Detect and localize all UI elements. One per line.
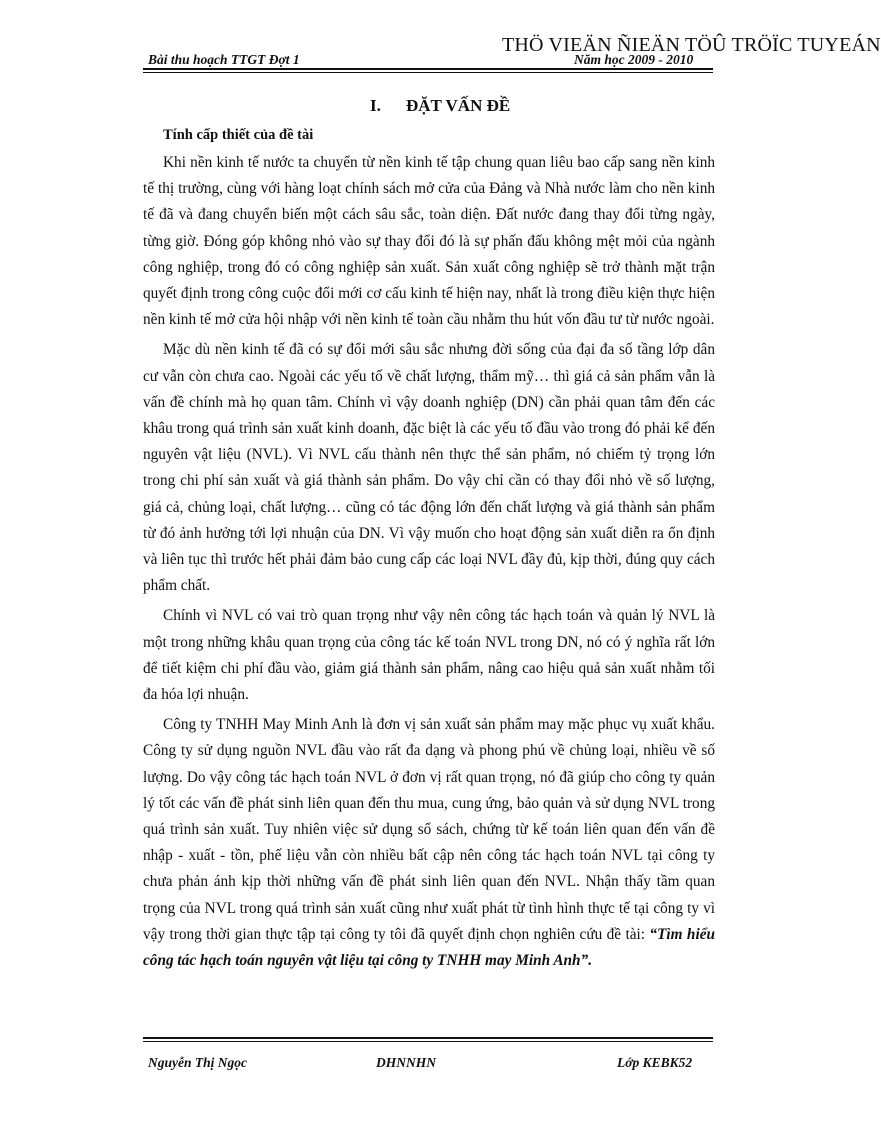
footer-rule-thin <box>143 1041 713 1042</box>
section-title <box>370 96 510 116</box>
paragraph: Mặc dù nền kinh tế đã có sự đổi mới sâu sắc nhưng đời sống của đại đa số tầng lớp dân cư vẫn còn chưa cao. Ngoài các yếu tố về chất lượng, thẩm mỹ… thì giá cả sản phẩm vẫn là vấn đề chính mà họ quan tâm. Chính vì vậy doanh nghiệp (DN) cần phải quan tâm đến các khâu trong quá trình sản xuất kinh doanh, đặc biệt là các yếu tố đầu vào trong đó phải kể đến nguyên vật liệu (NVL). Vì NVL cấu thành nên thực thể sản phẩm, nó chiếm tỷ trọng lớn trong chi phí sản xuất và giá thành sản phẩm. Do vậy chỉ cần có thay đổi nhỏ về số lượng, giá cả, chủng loại, chất lượng… cũng có tác động lớn đến chất lượng và giá thành sản phẩm từ đó ảnh hưởng tới lợi nhuận của DN. Vì vậy muốn cho hoạt động sản xuất diễn ra ổn định và liên tục thì trước hết phải đảm bảo cung cấp các loại NVL đầy đủ, kịp thời, đúng quy cách phẩm chất. <box>143 341 715 595</box>
footer-author: Nguyễn Thị Ngọc <box>148 1055 247 1070</box>
subheading: Tính cấp thiết của đề tài <box>163 127 314 143</box>
body-text <box>143 150 715 974</box>
paragraph-last <box>143 712 715 974</box>
header-rule-thin <box>143 72 713 73</box>
footer-school: DHNNHN <box>376 1055 436 1070</box>
header-school-year: Năm học 2009 - 2010 <box>574 52 694 67</box>
paragraph: Khi nền kinh tế nước ta chuyển từ nền kinh tế tập chung quan liêu bao cấp sang nền kinh tế thị trường, cùng với hàng loạt chính sách mở cửa của Đảng và Nhà nước làm cho nền kinh tế đã và đang chuyển biến một cách sâu sắc, toàn diện. Đất nước đang thay đổi từng ngày, từng giờ. Đóng góp không nhỏ vào sự thay đổi đó là sự phấn đấu không mệt mỏi của ngành công nghiệp, trong đó có công nghiệp sản xuất. Sản xuất công nghiệp sẽ trở thành mặt trận quyết định trong công cuộc đổi mới cơ cấu kinh tế hiện nay, nhất là trong điều kiện thực hiện nền kinh tế mở cửa hội nhập với nền kinh tế toàn cầu nhằm thu hút vốn đầu tư từ nước ngoài. <box>143 154 715 329</box>
footer-rule <box>143 1037 713 1039</box>
header-report-title: Bài thu hoạch TTGT Đợt 1 <box>148 52 300 67</box>
header-rule <box>143 68 713 70</box>
footer-class: Lớp KEBK52 <box>617 1055 693 1070</box>
thesis-topic: “Tìm hiểu công tác hạch toán nguyên vật liệu tại công ty TNHH may Minh Anh”. <box>143 925 715 970</box>
library-watermark: THÖ VIEÄN ÑIEÄN TÖÛ TRÖÏC TUYEÁN <box>502 34 881 56</box>
paragraph-last-text: Công ty TNHH May Minh Anh là đơn vị sản xuất sản phẩm may mặc phục vụ xuất khẩu. Công ty sử dụng nguồn NVL đầu vào rất đa dạng và phong phú về chủng loại, nhiều về số lượng. Do vậy công tác hạch toán NVL ở đơn vị rất quan trọng, nó đã giúp cho công ty quản lý tốt các vấn đề phát sinh liên quan đến thu mua, cung ứng, bảo quản và sử dụng NVL trong quá trình sản xuất. Tuy nhiên việc sử dụng sổ sách, chứng từ kế toán liên quan đến vấn đề nhập - xuất - tồn, phế liệu vẫn còn nhiều bất cập nên công tác hạch toán NVL tại công ty chưa phản ánh kịp thời những vấn đề phát sinh liên quan đến NVL. Nhận thấy tầm quan trọng của NVL trong quá trình sản xuất cũng như xuất phát từ tình hình thực tế tại công ty vì vậy trong thời gian thực tập tại công ty tôi đã quyết định chọn nghiên cứu đề tài: <box>143 716 715 943</box>
section-number: I. <box>370 96 381 115</box>
paragraph: Chính vì NVL có vai trò quan trọng như vậy nên công tác hạch toán và quản lý NVL là một trong những khâu quan trọng của công tác kế toán NVL trong DN, nó có ý nghĩa rất lớn để tiết kiệm chi phí đầu vào, giảm giá thành sản phẩm, nâng cao hiệu quả sản xuất nhằm tối đa hóa lợi nhuận. <box>143 607 715 704</box>
section-title-text: ĐẶT VẤN ĐỀ <box>406 96 511 115</box>
